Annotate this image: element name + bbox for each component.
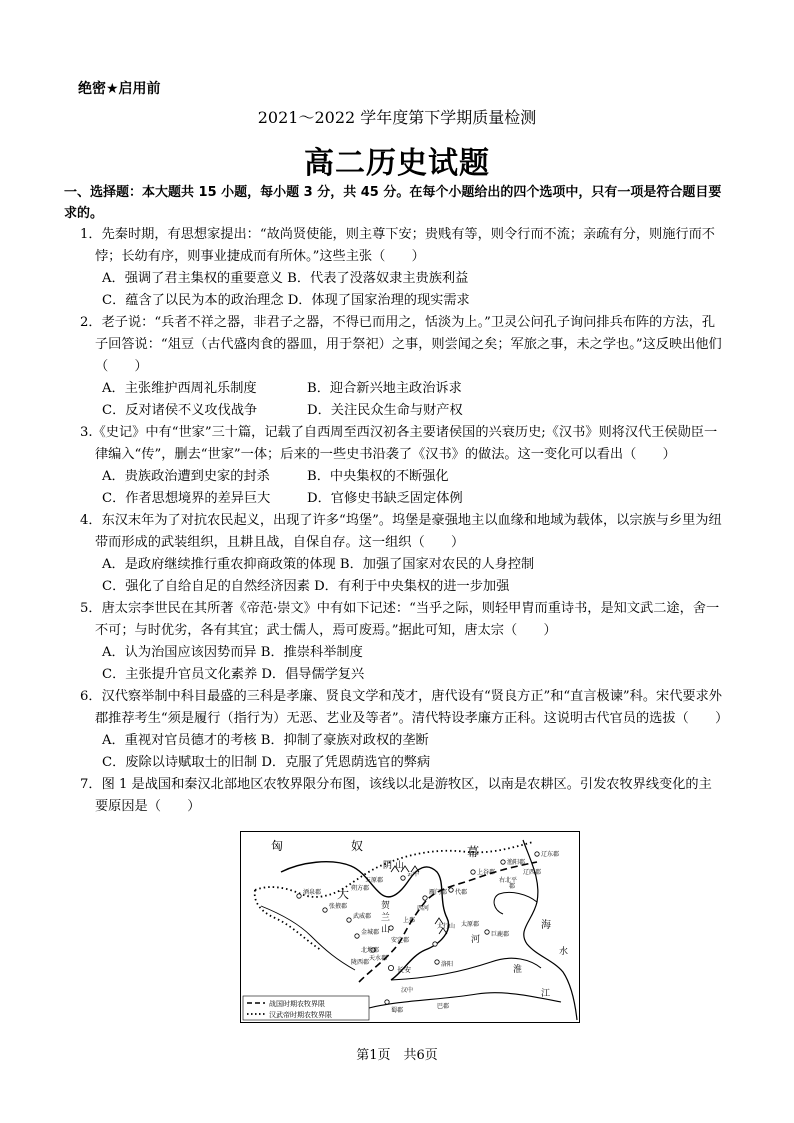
city-dot <box>385 1000 389 1004</box>
question-4 <box>80 510 722 598</box>
question-stem: 1．先秦时期，有思想家提出：“故尚贤使能，则主尊下安；贵贱有等，则令行而不流；亲疏有分，则施行而不悖；长幼有序，则事业捷成而有所休。”这些主张（ ） <box>80 227 715 264</box>
map-label: 上郡 <box>403 917 416 924</box>
city-dot <box>435 960 439 964</box>
question-stem: 4．东汉末年为了对抗农民起义，出现了许多“坞堡”。坞堡是豪强地主以血缘和地域为载体，以宗族与乡里为纽带而形成的武装组织，且耕且战，自保自存。这一组织（ ） <box>80 513 722 550</box>
map-label: 巴郡 <box>437 1003 450 1010</box>
map-label: 西河 <box>417 905 430 912</box>
option-row <box>80 268 722 290</box>
map-label: 雁门郡 <box>429 889 448 896</box>
city-dot <box>297 894 301 898</box>
option-row <box>80 290 722 312</box>
question-stem: 5．唐太宗李世民在其所著《帝范·崇文》中有如下记述：“当乎之际，则轻甲胄而重诗书，是知文武二途，舍一不可；与时优劣，各有其宜；武士儒人，焉可废焉。”据此可知，唐太宗（ ） <box>80 601 720 638</box>
map-label: 蜀郡 <box>391 1007 404 1014</box>
city-dot <box>471 870 475 874</box>
map-label: 朔方郡 <box>351 885 370 892</box>
option-row <box>80 378 722 400</box>
city-dot <box>433 942 437 946</box>
city-dot <box>449 888 453 892</box>
map-label: 巨鹿郡 <box>491 931 510 938</box>
map-label: 匈 <box>271 839 284 853</box>
map-label: 水 <box>559 947 569 957</box>
option-c: C．作者思想境界的差异巨大 <box>102 491 271 506</box>
map-label: 北地郡 <box>361 947 380 954</box>
farming-herding-boundary-map <box>240 831 580 1023</box>
option-d: D．官修史书缺乏固定体例 <box>307 491 463 506</box>
map-label: 江 <box>541 989 551 999</box>
map-label: 陇西郡 <box>351 959 370 966</box>
map-label: 太行山 <box>437 923 456 930</box>
confidential-label: 绝密★启用前 <box>78 81 161 97</box>
option-d: D．关注民众生命与财产权 <box>307 403 463 418</box>
map-label: 阴 <box>383 861 393 871</box>
map-label: 张掖郡 <box>329 903 348 910</box>
option-text: A．强调了君主集权的重要意义 B．代表了没落奴隶主贵族利益 <box>102 271 469 286</box>
map-label: 幕 <box>467 845 480 859</box>
option-text: C．主张提升官员文化素养 D．倡导儒学复兴 <box>102 667 365 682</box>
map-label: 贺 <box>381 901 391 911</box>
map-label: 兰 <box>381 913 391 923</box>
option-row <box>80 730 722 752</box>
question-3 <box>80 422 722 510</box>
option-text: C．废除以诗赋取士的旧制 D．克服了凭恩荫选官的弊病 <box>102 755 431 770</box>
option-row <box>80 664 722 686</box>
map-label: 武威郡 <box>353 913 372 920</box>
map-label: 大 <box>337 887 350 901</box>
map-label: 太原郡 <box>461 921 480 928</box>
question-2 <box>80 312 722 422</box>
map-legend <box>243 996 369 1020</box>
page-footer: 第1页 共6页 <box>356 1048 438 1063</box>
question-6 <box>80 686 729 774</box>
map-label: 海 <box>541 920 551 931</box>
option-c: C．反对诸侯不义攻伐战争 <box>102 403 258 418</box>
map-label: 奴 <box>351 839 364 853</box>
question-5 <box>80 598 722 686</box>
city-dot <box>423 896 427 900</box>
map-label: 淮 <box>513 965 523 975</box>
map-label: 酒泉郡 <box>303 889 322 896</box>
question-list <box>80 224 729 818</box>
option-b: B．迎合新兴地主政治诉求 <box>307 381 462 396</box>
option-text: C．蕴含了以民为本的政治理念 D．体现了国家治理的现实需求 <box>102 293 470 308</box>
map-label: 右北平 <box>499 877 518 884</box>
map-label: 五原郡 <box>365 877 384 884</box>
hexi-corridor <box>261 906 355 970</box>
question-stem: 7．图 1 是战国和秦汉北部地区农牧界限分布图，该线以北是游牧区，以南是农耕区。引发农牧界线变化的主要原因是（ ） <box>80 777 712 814</box>
subject-title: 高二历史试题 <box>304 146 490 181</box>
map-label: 天水郡 <box>369 955 388 962</box>
option-a: A．主张维护西周礼乐制度 <box>102 381 257 396</box>
city-dot <box>401 876 405 880</box>
map-label: 辽东郡 <box>541 851 560 858</box>
question-stem: 6．汉代察举制中科目最盛的三科是孝廉、贤良文学和茂才，唐代设有“贤良方正”和“直言极谏”科。宋代要求外郡推荐考生“须是履行（指行为）无恶、艺业及等者”。清代特设孝廉方正科。这说明古代官员的选拔（ ） <box>80 689 729 726</box>
map-label: 安定郡 <box>391 937 410 944</box>
option-row <box>80 752 722 774</box>
option-row <box>80 488 722 510</box>
yangtze-river <box>369 993 561 1008</box>
bohai-coast <box>494 892 537 914</box>
map-label: 辽西郡 <box>523 869 542 876</box>
city-dot <box>388 965 393 970</box>
map-label: 上谷郡 <box>477 869 496 876</box>
question-7 <box>80 774 722 818</box>
option-row <box>80 466 722 488</box>
city-dot <box>485 930 489 934</box>
map-label: 洛阳 <box>441 961 454 968</box>
map-label: 渔阳郡 <box>507 859 526 866</box>
city-dot <box>501 860 505 864</box>
city-dot <box>355 934 359 938</box>
map-label: 汉中 <box>401 987 414 994</box>
option-row <box>80 400 722 422</box>
map-labels <box>271 839 568 1014</box>
map-label: 山 <box>395 861 405 871</box>
exam-name: 2021～2022 学年度第下学期质量检测 <box>257 108 537 127</box>
city-dot <box>347 918 351 922</box>
han-wudi-boundary-west <box>255 890 321 950</box>
map-label: 云中 <box>407 871 420 878</box>
option-text: A．认为治国应该因势而异 B．推崇科举制度 <box>102 645 363 660</box>
option-text: C．强化了自给自足的自然经济因素 D．有利于中央集权的进一步加强 <box>102 579 510 594</box>
legend-label: 汉武帝时期农牧界限 <box>269 1011 332 1019</box>
option-row <box>80 554 722 576</box>
city-dot <box>535 852 539 856</box>
city-dot <box>323 908 327 912</box>
section-instructions: 一、选择题：本大题共 15 小题，每小题 3 分，共 45 分。在每个小题给出的四个选项中，只有一项是符合题目要求的。 <box>64 185 722 221</box>
option-text: A．重视对官员德才的考核 B．抑制了豪族对政权的垄断 <box>102 733 429 748</box>
map-label: 代郡 <box>455 889 468 896</box>
option-row <box>80 576 722 598</box>
map-label: 河 <box>471 935 481 945</box>
question-1 <box>80 224 722 312</box>
option-b: B．中央集权的不断强化 <box>307 469 449 484</box>
map-label: 山 <box>381 925 391 935</box>
question-stem: 2．老子说：“兵者不祥之器，非君子之器，不得已而用之，恬淡为上。”卫灵公问孔子询问排兵布阵的方法，孔子回答说：“俎豆（古代盛肉食的器皿，用于祭祀）之事，则尝闻之矣；军旅之事，未之学也。”这反映出他们（ ） <box>80 315 722 374</box>
option-text: A．是政府继续推行重农抑商政策的体现 B．加强了国家对农民的人身控制 <box>102 557 535 572</box>
map-label: 金城郡 <box>361 929 380 936</box>
map-figure <box>241 832 579 1022</box>
question-stem: 3.《史记》中有“世家”三十篇，记载了自西周至西汉初各主要诸侯国的兴衰历史;《汉书》则将汉代王侯勋臣一律编入“传”，删去“世家”一体；后来的一些史书沿袭了《汉书》的做法。这一变化可以看出（ ） <box>80 425 718 462</box>
option-row <box>80 642 722 664</box>
map-label: 郡 <box>509 883 516 890</box>
legend-label: 战国时期农牧界限 <box>269 1000 325 1008</box>
map-label: 长安 <box>397 966 411 974</box>
option-a: A．贵族政治遭到史家的封杀 <box>102 469 270 484</box>
